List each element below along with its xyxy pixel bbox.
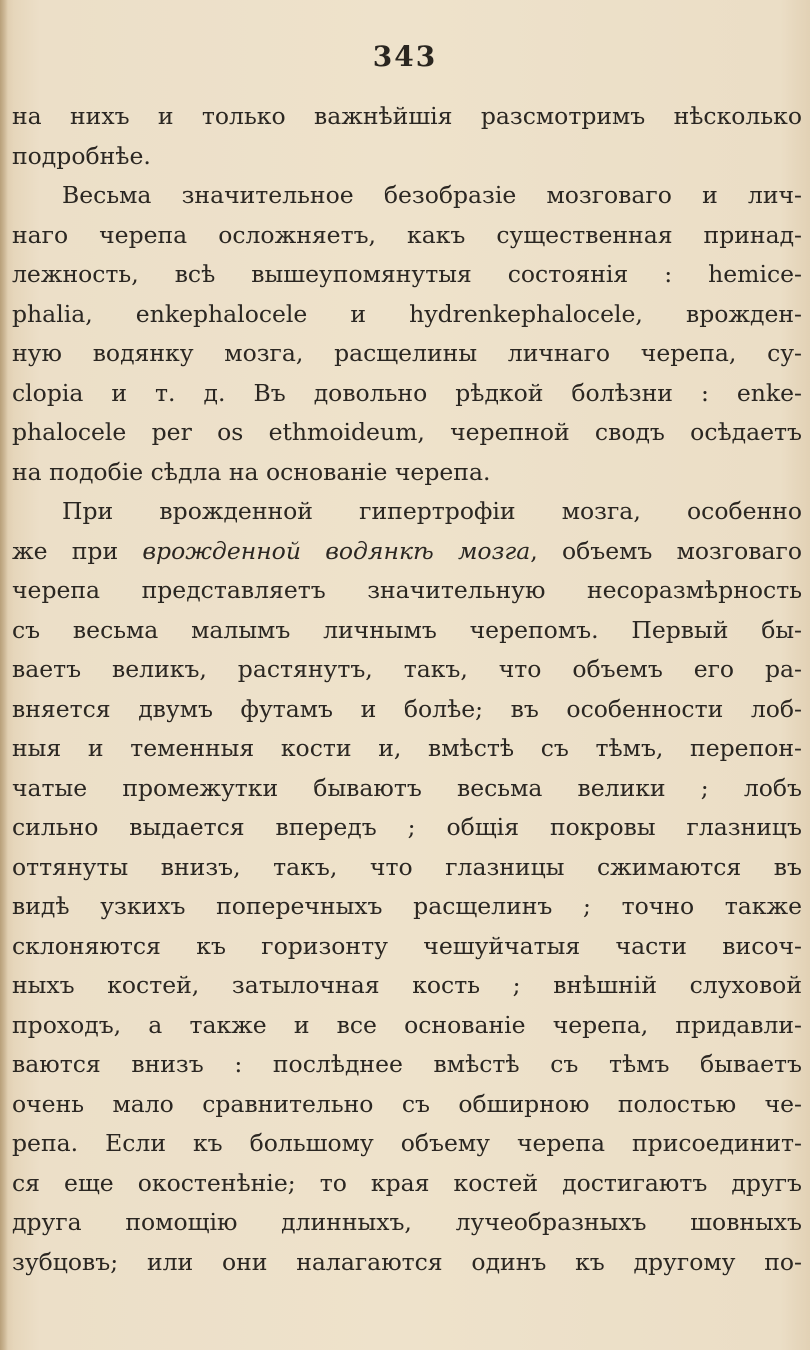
page-number: 343: [372, 40, 438, 73]
text-line: чатые промежутки бываютъ весьма велики ; лобъ: [12, 773, 802, 802]
text-line: проходъ, а также и все основаніе черепа, придавли-: [12, 1010, 802, 1039]
text-line: очень мало сравнительно съ обширною полостью че-: [12, 1089, 802, 1118]
text-line: ную водянку мозга, расщелины личнаго черепа, су-: [12, 339, 802, 367]
text-line: phalia, enkephalocele и hydrenkephalocele, врожден-: [12, 299, 802, 328]
text-line: на подобіе сѣдла на основаніе черепа.: [12, 457, 491, 486]
text-line: на нихъ и только важнѣйшія разсмотримъ нѣсколько: [12, 102, 802, 130]
text-segment: же при: [12, 536, 143, 565]
text-line: склоняются къ горизонту чешуйчатыя части височ-: [12, 931, 802, 960]
text-line: репа. Если къ большому объему черепа присоединит-: [12, 1129, 802, 1157]
text-line: ваетъ великъ, растянутъ, такъ, что объемъ его ра-: [12, 655, 802, 683]
text-line: съ весьма малымъ личнымъ черепомъ. Первый бы-: [12, 615, 802, 644]
text-line: clopia и т. д. Въ довольно рѣдкой болѣзни : enke-: [12, 378, 802, 407]
text-segment: При врожденной гипертрофіи мозга, особенно: [62, 497, 802, 525]
text-line: подробнѣе.: [12, 141, 151, 170]
page-gutter-shadow: [0, 0, 8, 1350]
text-line: Весьма значительное безобразіе мозговаго и лич-: [62, 181, 802, 209]
text-line: наго черепа осложняетъ, какъ существенная принад-: [12, 220, 802, 249]
text-line: лежность, всѣ вышеупомянутыя состоянія : hemice-: [12, 260, 802, 288]
text-line: видѣ узкихъ поперечныхъ расщелинъ ; точно также: [12, 892, 802, 920]
text-line: ся еще окостенѣніе; то края костей достигаютъ другъ: [12, 1168, 802, 1197]
text-line: ваются внизъ : послѣднее вмѣстѣ съ тѣмъ бываетъ: [12, 1050, 802, 1078]
text-segment: , объемъ мозговаго: [530, 536, 802, 565]
text-line: phalocele per os ethmoideum, черепной сводъ осѣдаетъ: [12, 418, 802, 446]
text-line: ныя и теменныя кости и, вмѣстѣ съ тѣмъ, перепон-: [12, 734, 802, 762]
text-line: вняется двумъ футамъ и болѣе; въ особенности лоб-: [12, 694, 802, 723]
text-line: оттянуты внизъ, такъ, что глазницы сжимаются въ: [12, 852, 802, 881]
text-line: друга помощію длинныхъ, лучеобразныхъ шовныхъ: [12, 1208, 802, 1236]
body-text: [12, 97, 802, 1282]
text-line: [12, 532, 802, 572]
text-line: сильно выдается впередъ ; общія покровы глазницъ: [12, 813, 802, 841]
text-line: ныхъ костей, затылочная кость ; внѣшній слуховой: [12, 971, 802, 999]
emphasized-text: врожденной водянкѣ мозга: [142, 536, 531, 565]
text-line: черепа представляетъ значительную несоразмѣрность: [12, 576, 802, 604]
text-line: [12, 492, 802, 532]
text-line: зубцовъ; или они налагаются одинъ къ другому по-: [12, 1247, 802, 1276]
